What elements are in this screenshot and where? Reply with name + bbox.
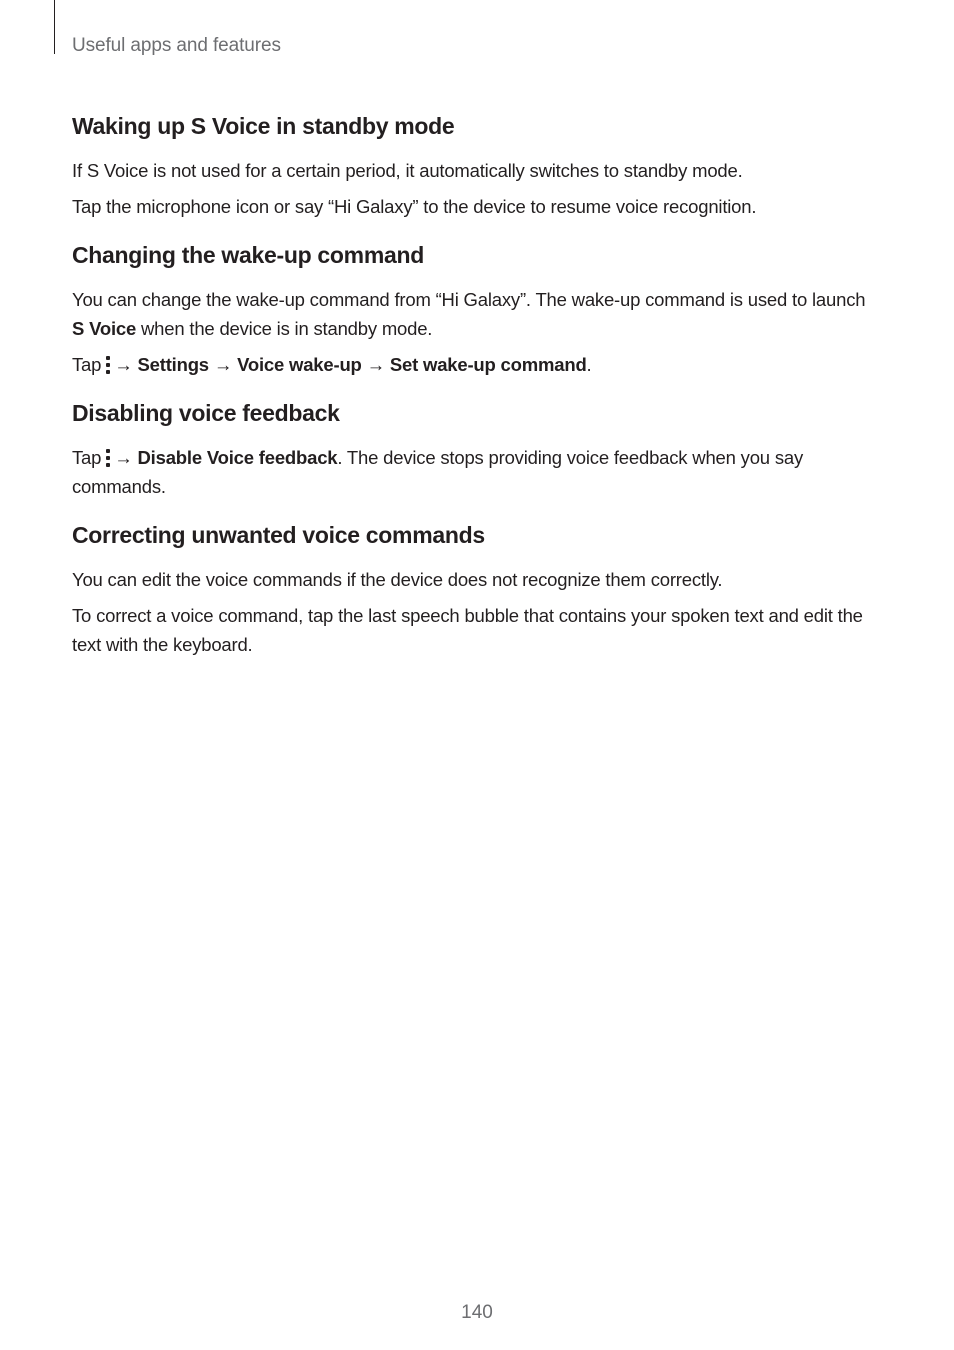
tap-label: Tap: [72, 354, 102, 375]
arrow: →: [213, 354, 233, 375]
paragraph: You can edit the voice commands if the device does not recognize them correctly.: [72, 569, 723, 590]
text: . The device stops providing voice feedback when you say commands.: [72, 447, 804, 497]
section-disabling-feedback: [72, 397, 872, 501]
section-correcting-commands: [72, 519, 872, 659]
instruction-path: [72, 350, 872, 379]
tap-label: Tap: [72, 447, 102, 468]
menu-step-disable-voice-feedback: Disable Voice feedback: [137, 447, 338, 468]
arrow: →: [114, 354, 133, 375]
app-name: S Voice: [72, 318, 137, 339]
paragraph: To correct a voice command, tap the last speech bubble that contains your spoken text and edit the text with the keyboard.: [72, 605, 863, 655]
page-content: [72, 110, 872, 666]
page-number: 140: [461, 1302, 493, 1323]
section-heading: Disabling voice feedback: [72, 400, 340, 426]
paragraph: [72, 285, 872, 343]
section-waking-up: [72, 110, 872, 221]
text: when the device is in standby mode.: [136, 318, 433, 339]
more-options-icon: [105, 356, 111, 374]
margin-rule: [54, 0, 55, 54]
arrow: →: [114, 447, 133, 468]
period: .: [586, 354, 592, 375]
section-heading: Correcting unwanted voice commands: [72, 522, 485, 548]
menu-step-settings: Settings: [137, 354, 209, 375]
running-header: Useful apps and features: [72, 35, 281, 56]
arrow: →: [366, 354, 385, 375]
text: You can change the wake-up command from “Hi Galaxy”. The wake-up command is used to launch: [72, 289, 866, 310]
instruction-path: [72, 443, 872, 501]
section-heading: Changing the wake-up command: [72, 242, 424, 268]
menu-step-set-wake-up-command: Set wake-up command: [389, 354, 587, 375]
more-options-icon: [105, 449, 111, 467]
section-changing-wake-up: [72, 239, 872, 379]
menu-step-voice-wake-up: Voice wake-up: [237, 354, 362, 375]
paragraph: Tap the microphone icon or say “Hi Galaxy” to the device to resume voice recognition.: [72, 196, 757, 217]
section-heading: Waking up S Voice in standby mode: [72, 113, 455, 139]
paragraph: If S Voice is not used for a certain period, it automatically switches to standby mode.: [72, 160, 743, 181]
